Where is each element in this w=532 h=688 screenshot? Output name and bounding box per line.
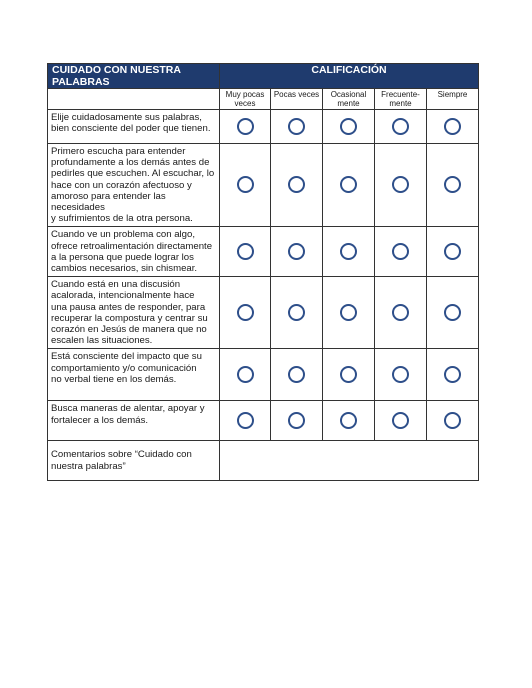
scale-label-line: mente (337, 99, 360, 108)
question-text (48, 401, 220, 441)
question-text (48, 110, 220, 144)
question-line: una pausa antes de responder, para (51, 301, 206, 313)
rating-radio[interactable] (392, 118, 409, 135)
rating-cell (427, 144, 479, 227)
rating-radio[interactable] (340, 304, 357, 321)
rating-radio[interactable] (288, 304, 305, 321)
scale-label-line: Ocasional (330, 90, 367, 99)
rating-cell (271, 349, 323, 401)
rating-cell (375, 401, 427, 441)
blank-cell (48, 89, 220, 110)
rating-radio[interactable] (237, 366, 254, 383)
question-line: Busca maneras de alentar, apoyar y (51, 403, 205, 415)
scale-label (220, 89, 271, 110)
rating-cell (375, 277, 427, 349)
question-line: fortalecer a los demás. (51, 414, 149, 426)
rating-cell (375, 144, 427, 227)
rating-title: CALIFICACIÓN (220, 64, 479, 89)
rating-cell (427, 227, 479, 277)
rating-cell (427, 401, 479, 441)
rating-radio[interactable] (237, 412, 254, 429)
header-row (48, 64, 479, 89)
rating-cell (375, 349, 427, 401)
rating-cell (220, 110, 271, 144)
rating-radio[interactable] (340, 243, 357, 260)
rating-radio[interactable] (237, 243, 254, 260)
question-line: escalen las situaciones. (51, 335, 153, 347)
question-text (48, 227, 220, 277)
question-text (48, 277, 220, 349)
scale-label (427, 89, 479, 110)
rating-radio[interactable] (237, 118, 254, 135)
question-line: Cuando ve un problema con algo, (51, 229, 196, 241)
rating-cell (271, 144, 323, 227)
rating-radio[interactable] (392, 366, 409, 383)
question-line: acalorada, intencionalmente hace (51, 290, 195, 302)
comments-row (48, 441, 479, 481)
rating-radio[interactable] (288, 366, 305, 383)
scale-label-line: Muy pocas (225, 90, 265, 99)
rating-radio[interactable] (288, 243, 305, 260)
rating-radio[interactable] (444, 412, 461, 429)
comments-label (48, 441, 220, 481)
rating-radio[interactable] (237, 176, 254, 193)
comments-label-line: Comentarios sobre “Cuidado con (51, 449, 192, 461)
rating-cell (427, 277, 479, 349)
question-line: amoroso para entender las necesidades (51, 190, 166, 214)
question-row (48, 277, 479, 349)
rating-cell (427, 110, 479, 144)
comments-field[interactable] (220, 441, 479, 481)
rating-cell (271, 401, 323, 441)
question-line: a la persona que puede lograr los (51, 251, 194, 263)
question-line: Primero escucha para entender (51, 146, 186, 157)
question-line: corazón en Jesús de manera que no (51, 324, 207, 336)
rating-cell (323, 227, 375, 277)
question-row (48, 144, 479, 227)
rating-radio[interactable] (392, 304, 409, 321)
scale-label (375, 89, 427, 110)
rating-radio[interactable] (392, 412, 409, 429)
question-row (48, 110, 479, 144)
rating-table (47, 63, 479, 481)
rating-cell (323, 277, 375, 349)
rating-radio[interactable] (340, 366, 357, 383)
scale-label-line: mente (389, 99, 412, 108)
question-line: Está consciente del impacto que su (51, 351, 202, 363)
question-line: recuperar la compostura y centrar su (51, 312, 208, 324)
question-line: bien consciente del poder que tienen. (51, 123, 211, 135)
rating-radio[interactable] (392, 176, 409, 193)
rating-cell (220, 277, 271, 349)
rating-cell (220, 401, 271, 441)
question-line: no verbal tiene en los demás. (51, 373, 177, 385)
question-line: comportamiento y/o comunicación (51, 362, 197, 374)
rating-cell (220, 349, 271, 401)
question-line: y sufrimientos de la otra persona. (51, 213, 193, 225)
rating-cell (220, 144, 271, 227)
scale-label-line: Pocas veces (273, 90, 320, 99)
rating-cell (271, 110, 323, 144)
rating-radio[interactable] (340, 412, 357, 429)
rating-radio[interactable] (444, 176, 461, 193)
rating-radio[interactable] (444, 118, 461, 135)
rating-radio[interactable] (237, 304, 254, 321)
rating-cell (323, 144, 375, 227)
rating-cell (323, 401, 375, 441)
rating-cell (323, 349, 375, 401)
rating-radio[interactable] (444, 243, 461, 260)
rating-radio[interactable] (340, 118, 357, 135)
scale-row (48, 89, 479, 110)
scale-label (323, 89, 375, 110)
rating-cell (375, 227, 427, 277)
question-row (48, 227, 479, 277)
question-text (48, 144, 220, 227)
question-line: Cuando está en una discusión (51, 279, 181, 291)
rating-radio[interactable] (288, 412, 305, 429)
rating-radio[interactable] (444, 304, 461, 321)
question-line: Elije cuidadosamente sus palabras, (51, 112, 202, 123)
question-line: profundamente a los demás antes de (51, 157, 210, 169)
question-line: hace con un corazón afectuoso y (51, 179, 192, 191)
comments-label-line: nuestra palabras” (51, 460, 126, 472)
question-row (48, 349, 479, 401)
question-row (48, 401, 479, 441)
rating-radio[interactable] (392, 243, 409, 260)
rating-radio[interactable] (340, 176, 357, 193)
question-line: ofrece retroalimentación directamente (51, 240, 213, 252)
rating-cell (271, 227, 323, 277)
scale-label-line: Frecuente- (381, 90, 420, 99)
rating-cell (220, 227, 271, 277)
section-title: CUIDADO CON NUESTRA PALABRAS (48, 64, 220, 89)
rating-cell (271, 277, 323, 349)
scale-label-line: veces (234, 99, 256, 108)
rating-radio[interactable] (444, 366, 461, 383)
question-text (48, 349, 220, 401)
rating-cell (323, 110, 375, 144)
evaluation-form (47, 63, 478, 481)
scale-label (271, 89, 323, 110)
question-line: pedirles que escuchen. Al escuchar, lo (51, 168, 215, 180)
scale-label-line: Siempre (437, 90, 468, 99)
rating-cell (375, 110, 427, 144)
rating-radio[interactable] (288, 176, 305, 193)
rating-cell (427, 349, 479, 401)
rating-radio[interactable] (288, 118, 305, 135)
question-line: cambios necesarios, sin chismear. (51, 263, 198, 275)
